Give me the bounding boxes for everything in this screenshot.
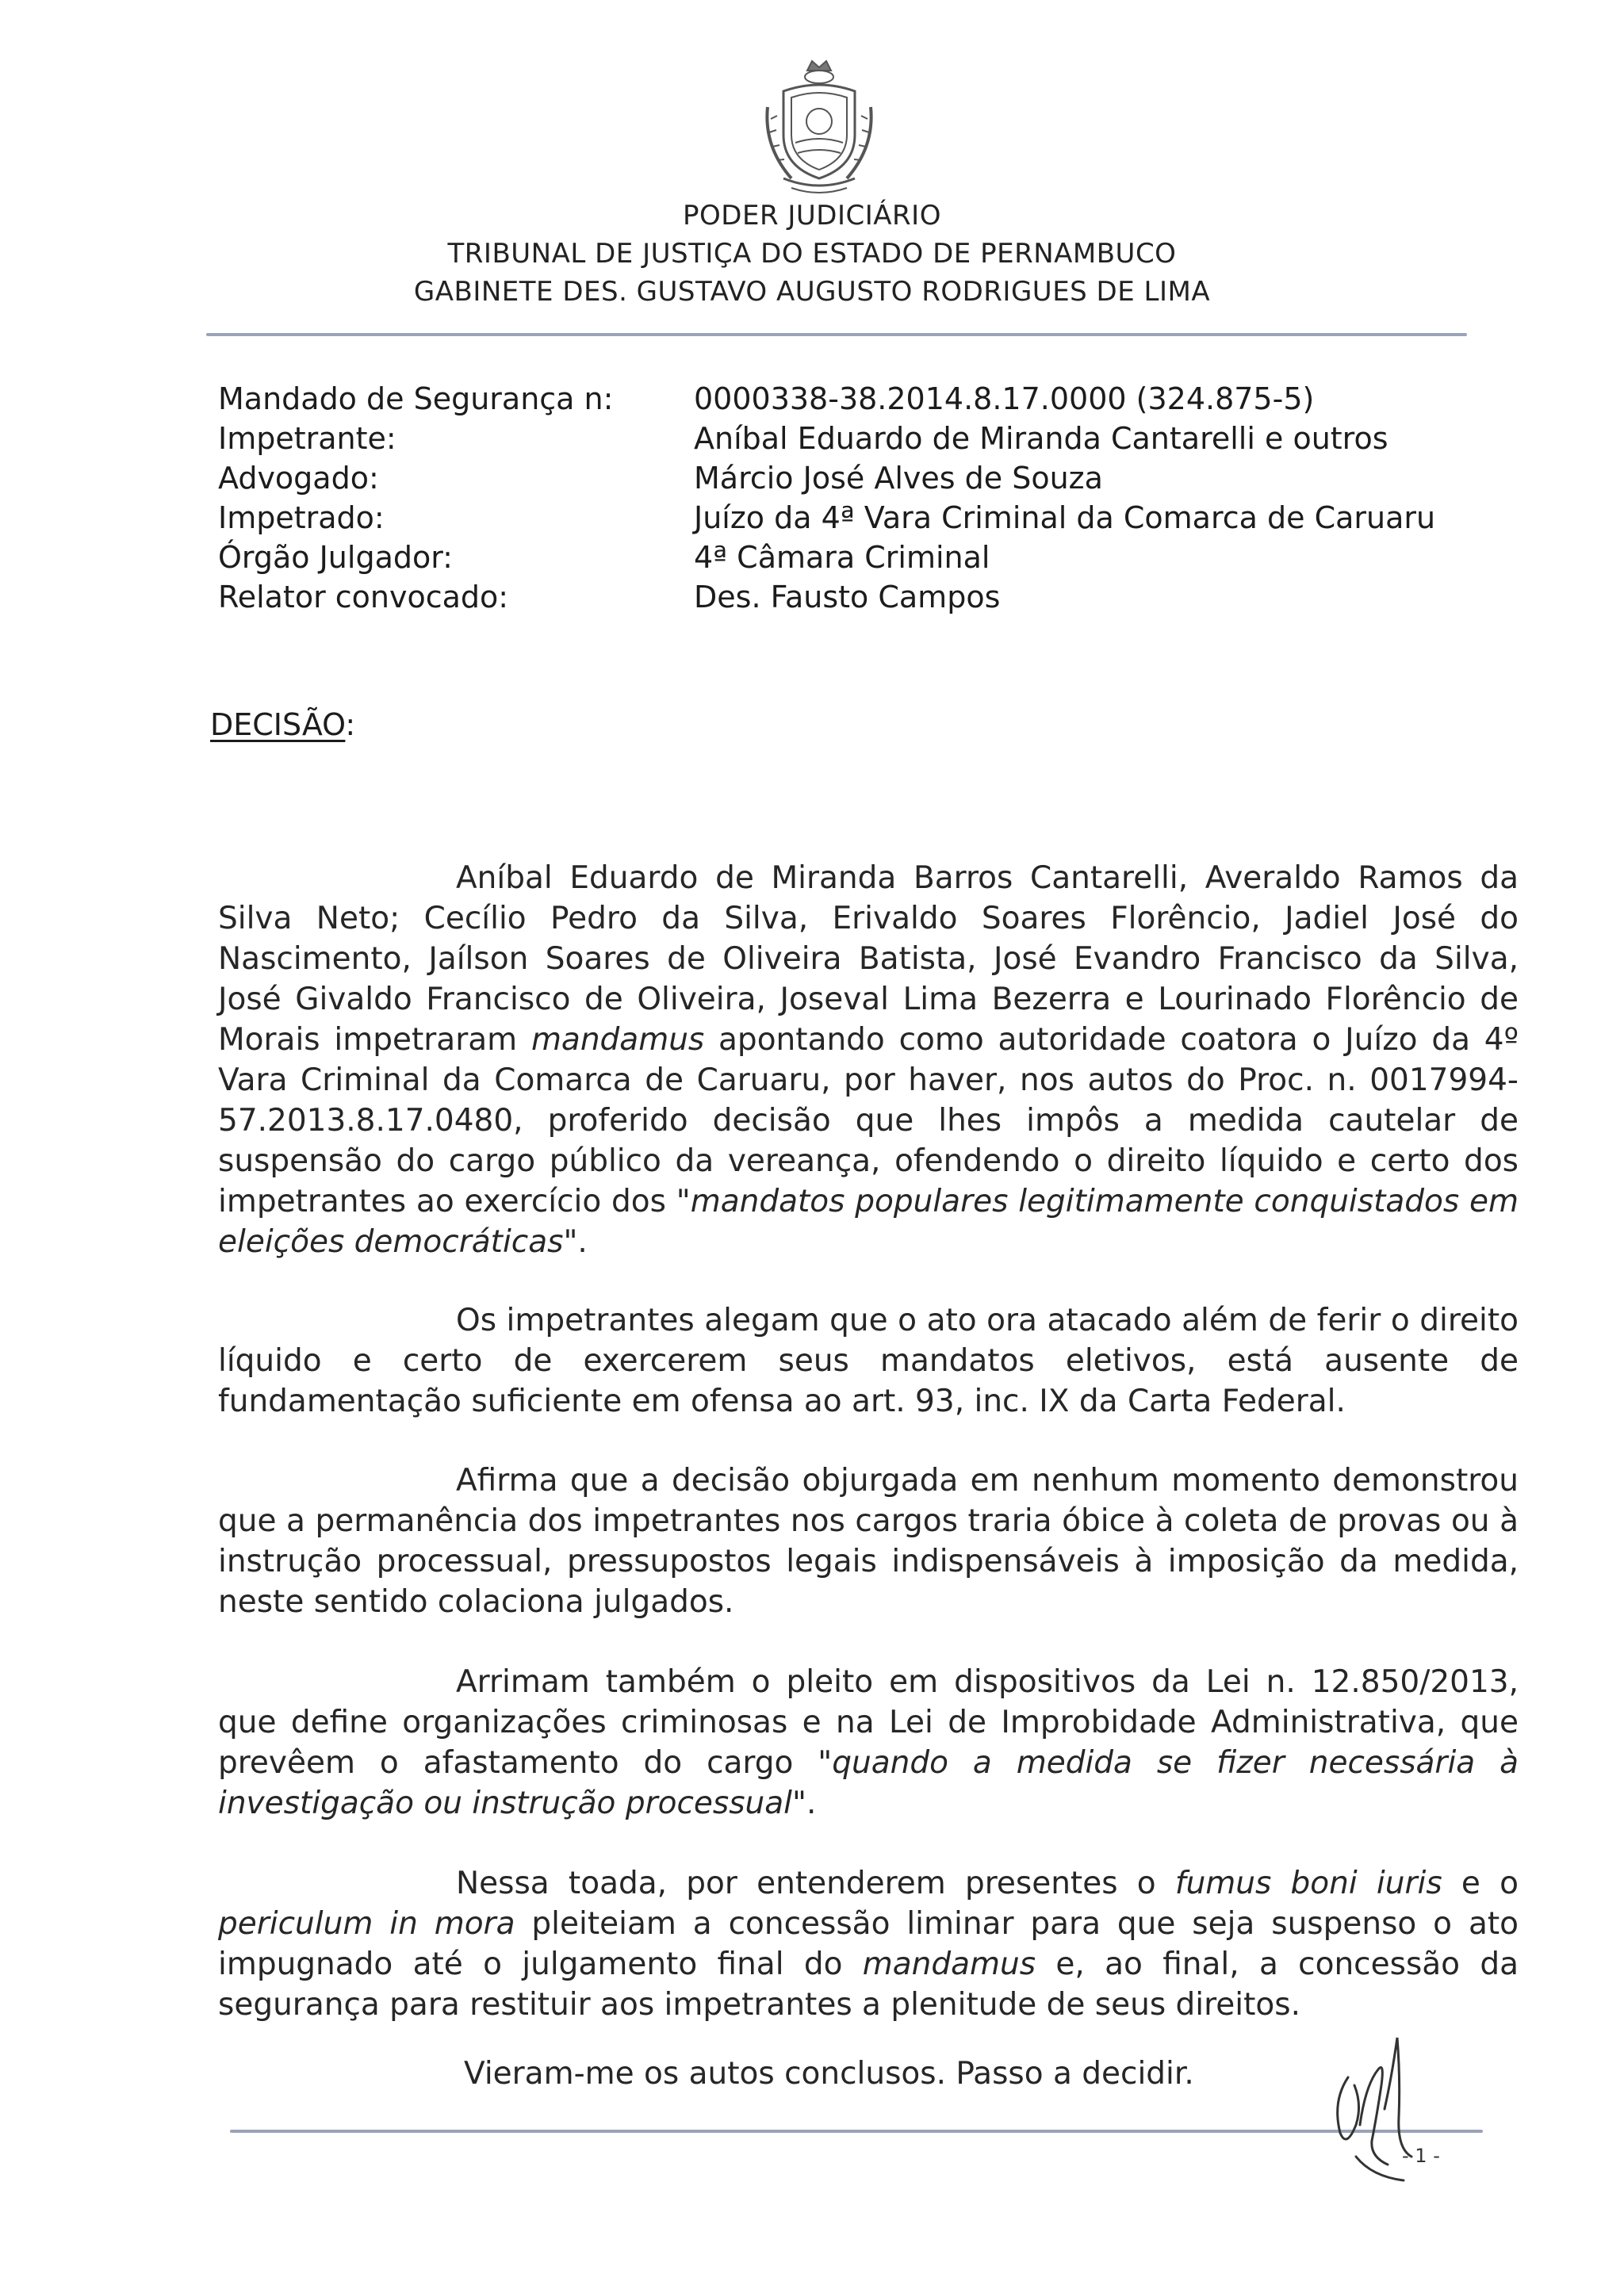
meta-value: Márcio José Alves de Souza <box>694 461 1103 496</box>
coat-of-arms-icon <box>760 59 879 198</box>
court-header <box>0 197 1624 311</box>
meta-value: 0000338-38.2014.8.17.0000 (324.875-5) <box>694 381 1315 416</box>
paragraph-5 <box>218 1863 1519 2025</box>
meta-label: Impetrado: <box>218 500 385 535</box>
handwritten-signature-icon <box>1316 2030 1443 2196</box>
meta-label: Órgão Julgador: <box>218 540 453 575</box>
italic-span: periculum in mora <box>218 1906 515 1942</box>
italic-span: mandamus <box>862 1947 1036 1982</box>
meta-label: Impetrante: <box>218 421 396 456</box>
italic-span: quando a medida se fizer necessária à investigação ou instrução processual <box>218 1745 1519 1821</box>
meta-label: Mandado de Segurança n: <box>218 381 614 416</box>
text-span: ". <box>563 1224 588 1260</box>
meta-value: Juízo da 4ª Vara Criminal da Comarca de Caruaru <box>694 500 1436 535</box>
header-line-3: GABINETE DES. GUSTAVO AUGUSTO RODRIGUES DE LIMA <box>413 276 1211 308</box>
decision-heading-text: DECISÃO <box>210 707 346 742</box>
meta-label: Relator convocado: <box>218 580 509 614</box>
meta-value: Des. Fausto Campos <box>694 580 1001 614</box>
text-span: ". <box>792 1786 817 1821</box>
header-divider <box>206 333 1467 336</box>
paragraph-3: Afirma que a decisão objurgada em nenhum momento demonstrou que a permanência dos impetrantes nos cargos traria óbice à coleta de provas ou à instrução processual, pressupostos legais indispensáveis à imposição da medida, neste sentido colaciona julgados. <box>218 1463 1519 1620</box>
page-number: - 1 - <box>1402 2145 1440 2167</box>
italic-span: mandatos populares legitimamente conquistados em eleições democráticas <box>218 1184 1519 1260</box>
text-span: Aníbal Eduardo de Miranda Barros Cantarelli, Averaldo Ramos da Silva Neto; Cecílio Pedro da Silva, Erivaldo Soares Florêncio, Jadiel José do Nascimento, Jaílson Soares de Oliveira Batista, José Evandro Francisco da Silva, José Givaldo Francisco de Oliveira, Joseval Lima Bezerra e Lourinado Florêncio de Morais impetraram <box>218 860 1519 1058</box>
decision-heading <box>210 707 355 742</box>
italic-span: fumus boni iuris <box>1174 1866 1442 1901</box>
text-span: apontando como autoridade coatora o Juízo da 4º Vara Criminal da Comarca de Caruaru, por haver, nos autos do Proc. n. 0017994-57.2013.8.17.0480, proferido decisão que lhes impôs a medida cautelar de suspensão do cargo público da vereança, ofendendo o direito líquido e certo dos impetrantes ao exercício dos " <box>218 1022 1519 1219</box>
italic-span: mandamus <box>530 1022 705 1058</box>
header-line-2: TRIBUNAL DE JUSTIÇA DO ESTADO DE PERNAMBUCO <box>447 238 1177 270</box>
text-span: pleiteiam a concessão liminar para que seja suspenso o ato impugnado até o julgamento final do <box>218 1906 1519 1982</box>
text-span: e, ao final, a concessão da segurança para restituir aos impetrantes a plenitude de seus direitos. <box>218 1947 1519 2023</box>
paragraph-4 <box>218 1662 1519 1824</box>
paragraph-1 <box>218 858 1519 1262</box>
decision-heading-colon: : <box>345 707 356 742</box>
paragraph-2: Os impetrantes alegam que o ato ora atacado além de ferir o direito líquido e certo de exercerem seus mandatos eletivos, está ausente de fundamentação suficiente em ofensa ao art. 93, inc. IX da Carta Federal. <box>218 1303 1519 1419</box>
meta-label: Advogado: <box>218 461 379 496</box>
meta-value: 4ª Câmara Criminal <box>694 540 990 575</box>
header-line-1: PODER JUDICIÁRIO <box>683 200 941 232</box>
meta-value: Aníbal Eduardo de Miranda Cantarelli e outros <box>694 421 1388 456</box>
paragraph-6: Vieram-me os autos conclusos. Passo a decidir. <box>464 2056 1194 2092</box>
text-span: Arrimam também o pleito em dispositivos da Lei n. 12.850/2013, que define organizações criminosas e na Lei de Improbidade Administrativa, que prevêem o afastamento do cargo " <box>218 1664 1519 1781</box>
text-span: e o <box>1442 1866 1519 1901</box>
footer-divider <box>230 2130 1483 2133</box>
text-span: Nessa toada, por entenderem presentes o <box>456 1866 1175 1901</box>
